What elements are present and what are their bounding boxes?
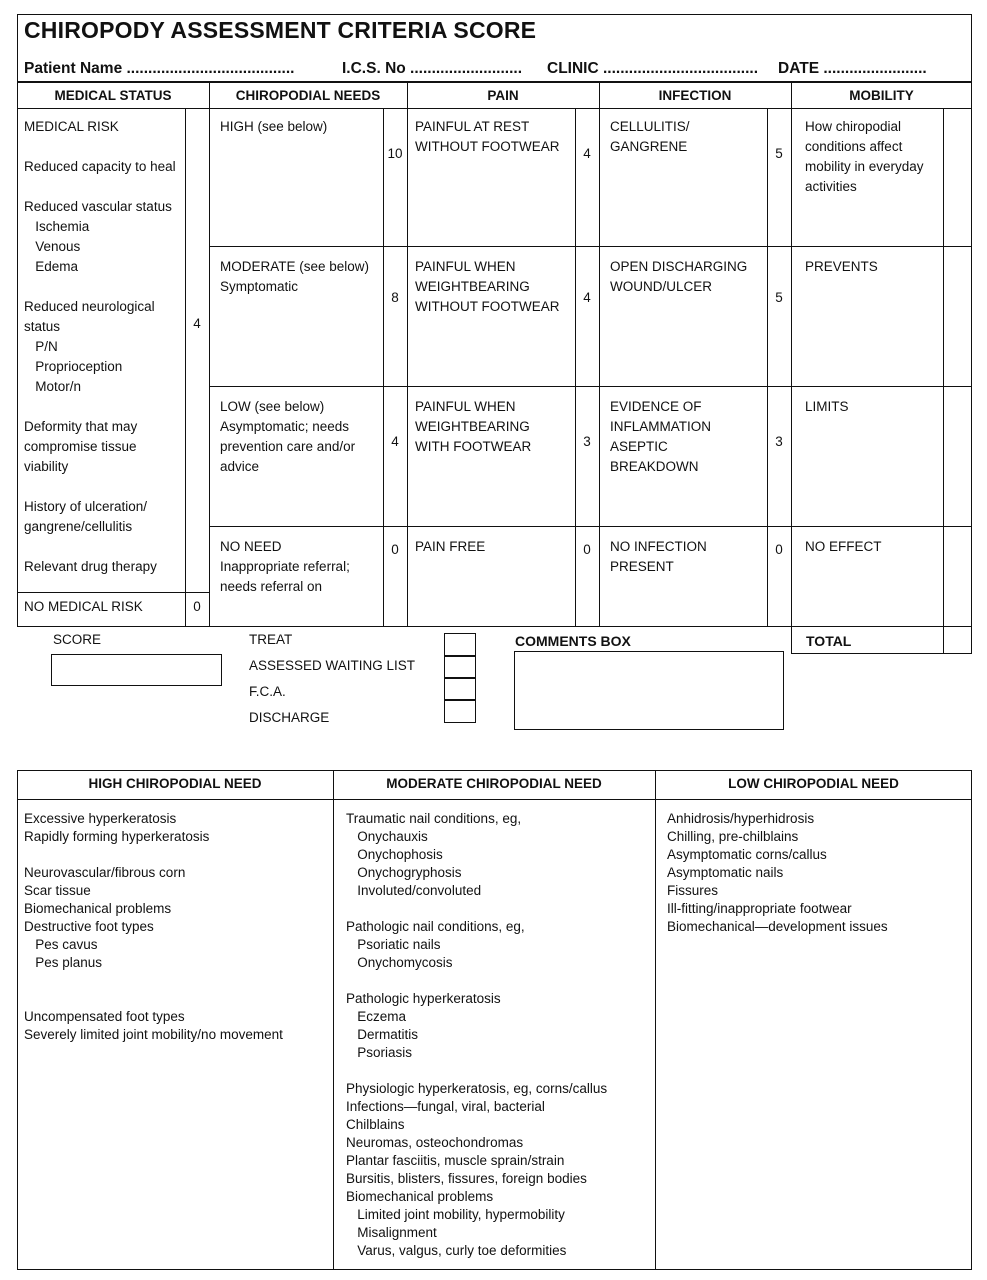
medical-risk-list: MEDICAL RISK Reduced capacity to heal Reduced vascular status Ischemia Venous Edema Reduced neurological status P/N Proprioception Motor/n Deformity that may compromise tissue viability History of ulceration/ gangrene/cellulitis Relevant drug therapy bbox=[24, 119, 176, 574]
medical-risk-score: 4 bbox=[193, 316, 201, 331]
mobility-limits: LIMITS bbox=[805, 399, 849, 414]
pain-weightbearing-footwear-score: 3 bbox=[583, 434, 591, 449]
infection-none: NO INFECTION PRESENT bbox=[610, 539, 707, 574]
divider-col-3 bbox=[599, 82, 600, 627]
score-label: SCORE bbox=[53, 632, 102, 647]
clinic-field[interactable]: CLINIC .................................... bbox=[547, 60, 758, 77]
needs-low: LOW (see below) Asymptomatic; needs prevention care and/or advice bbox=[220, 399, 356, 474]
column-header-rule bbox=[17, 108, 972, 109]
header-rule bbox=[17, 81, 972, 83]
option-fca-checkbox[interactable] bbox=[444, 677, 476, 701]
medical-no-risk-divider bbox=[17, 592, 209, 593]
infection-cellulitis: CELLULITIS/ GANGRENE bbox=[610, 119, 690, 154]
high-need-list: Excessive hyperkeratosis Rapidly forming hyperkeratosis Neurovascular/fibrous corn Scar tissue Biomechanical problems Destructive foot types Pes cavus Pes planus Uncompensated foot types Severely limited joint mobility/no movement bbox=[24, 811, 283, 1042]
needs-table-divider-1 bbox=[333, 770, 334, 1270]
no-medical-risk-score: 0 bbox=[193, 599, 201, 614]
date-field[interactable]: DATE ........................ bbox=[778, 60, 927, 77]
infection-inflammation: EVIDENCE OF INFLAMMATION ASEPTIC BREAKDOWN bbox=[610, 399, 711, 474]
option-waiting-list-label: ASSESSED WAITING LIST bbox=[249, 658, 416, 673]
header-pain: PAIN bbox=[487, 88, 519, 103]
total-input[interactable] bbox=[944, 627, 971, 653]
needs-table-divider-2 bbox=[655, 770, 656, 1270]
ics-number-field[interactable]: I.C.S. No .......................... bbox=[342, 60, 522, 77]
header-infection: INFECTION bbox=[658, 88, 732, 103]
needs-high: HIGH (see below) bbox=[220, 119, 328, 134]
needs-none-score: 0 bbox=[391, 542, 399, 557]
pain-weightbearing-no-footwear-score: 4 bbox=[583, 290, 591, 305]
needs-high-score: 10 bbox=[387, 146, 403, 161]
comments-label: COMMENTS BOX bbox=[515, 633, 631, 649]
infection-inflammation-score: 3 bbox=[775, 434, 783, 449]
row-divider-1 bbox=[209, 246, 972, 247]
divider-mobility-score bbox=[943, 108, 944, 627]
pain-weightbearing-no-footwear: PAINFUL WHEN WEIGHTBEARING WITHOUT FOOTWEAR bbox=[415, 259, 560, 314]
divider-col-4 bbox=[791, 82, 792, 627]
mobility-no-effect: NO EFFECT bbox=[805, 539, 882, 554]
mobility-prevents: PREVENTS bbox=[805, 259, 878, 274]
needs-moderate-score: 8 bbox=[391, 290, 399, 305]
needs-low-score: 4 bbox=[391, 434, 399, 449]
pain-free-score: 0 bbox=[583, 542, 591, 557]
high-need-title: HIGH CHIROPODIAL NEED bbox=[88, 776, 262, 791]
header-medical-status: MEDICAL STATUS bbox=[54, 88, 172, 103]
needs-none: NO NEED Inappropriate referral; needs referral on bbox=[220, 539, 350, 594]
option-treat-checkbox[interactable] bbox=[444, 633, 476, 657]
patient-name-field[interactable]: Patient Name ....................................... bbox=[24, 60, 295, 77]
form-title: CHIROPODY ASSESSMENT CRITERIA SCORE bbox=[24, 17, 537, 43]
infection-none-score: 0 bbox=[775, 542, 783, 557]
needs-moderate: MODERATE (see below) Symptomatic bbox=[220, 259, 370, 294]
divider-medical-score bbox=[185, 108, 186, 627]
header-chiropodial-needs: CHIROPODIAL NEEDS bbox=[235, 88, 381, 103]
option-fca-label: F.C.A. bbox=[249, 684, 286, 699]
infection-cellulitis-score: 5 bbox=[775, 146, 783, 161]
row-divider-3 bbox=[209, 526, 972, 527]
pain-weightbearing-footwear: PAINFUL WHEN WEIGHTBEARING WITH FOOTWEAR bbox=[415, 399, 532, 454]
infection-open-wound: OPEN DISCHARGING WOUND/ULCER bbox=[610, 259, 748, 294]
row-divider-2 bbox=[209, 386, 972, 387]
option-treat-label: TREAT bbox=[249, 632, 293, 647]
moderate-need-list: Traumatic nail conditions, eg, Onychauxis Onychophosis Onychogryphosis Involuted/convoluted Pathologic nail conditions, eg, Psoriatic nails Onychomycosis Pathologic hyperkeratosis Eczema Dermatitis Psoriasis Physiologic hyperkeratosis, eg, corns/callus Infections—fungal, viral, bacterial Chilblains Neuromas, osteochondromas Plantar fasciitis, muscle sprain/strain Bursitis, blisters, fissures, foreign bodies Biomechanical problems Limited joint mobility, hypermobility Misalignment Varus, valgus, curly toe deformities bbox=[346, 811, 608, 1258]
divider-col-2 bbox=[407, 82, 408, 627]
pain-free: PAIN FREE bbox=[415, 539, 486, 554]
mobility-description: How chiropodial conditions affect mobility in everyday activities bbox=[805, 119, 924, 194]
low-need-title: LOW CHIROPODIAL NEED bbox=[728, 776, 899, 791]
pain-at-rest: PAINFUL AT REST WITHOUT FOOTWEAR bbox=[415, 119, 560, 154]
option-discharge-label: DISCHARGE bbox=[249, 710, 330, 725]
comments-input-box[interactable] bbox=[514, 651, 784, 730]
option-waiting-list-checkbox[interactable] bbox=[444, 655, 476, 679]
moderate-need-title: MODERATE CHIROPODIAL NEED bbox=[386, 776, 602, 791]
pain-at-rest-score: 4 bbox=[583, 146, 591, 161]
score-input-box[interactable] bbox=[51, 654, 222, 686]
infection-open-wound-score: 5 bbox=[775, 290, 783, 305]
header-mobility: MOBILITY bbox=[849, 88, 914, 103]
low-need-list: Anhidrosis/hyperhidrosis Chilling, pre-chilblains Asymptomatic corns/callus Asymptomatic nails Fissures Ill-fitting/inappropriate footwear Biomechanical—development issues bbox=[667, 811, 888, 934]
needs-table-header-rule bbox=[17, 799, 972, 800]
option-discharge-checkbox[interactable] bbox=[444, 699, 476, 723]
divider-col-1 bbox=[209, 82, 210, 627]
no-medical-risk-label: NO MEDICAL RISK bbox=[24, 599, 143, 614]
total-label: TOTAL bbox=[806, 633, 852, 649]
